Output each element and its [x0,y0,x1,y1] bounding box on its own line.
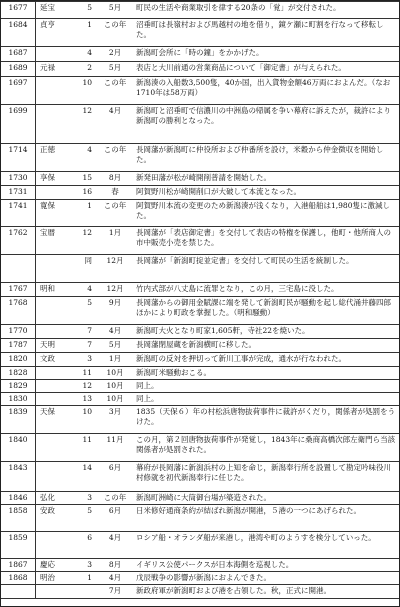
era-year-cell: 11 [78,367,98,380]
month-cell: この年 [98,144,132,172]
table-row [1,367,399,380]
era-cell [36,186,79,200]
year-cell: 1829 [1,380,36,393]
era-year-cell: 6 [78,532,98,559]
event-cell: ロシア船・オランダ船が来港し，港湾や町のようすを検分していった。 [132,532,399,559]
era-year-cell: 2 [78,62,98,77]
year-cell: 1846 [1,492,36,505]
era-year-cell: 5 [78,297,98,325]
table-row [1,19,399,47]
era-year-cell: 11 [78,434,98,462]
table-row [1,325,399,339]
era-cell: 安政 [36,505,79,532]
year-cell: 1767 [1,283,36,297]
event-cell: 同上。 [132,380,399,393]
month-cell: 4月 [98,105,132,144]
era-year-cell: 13 [78,393,98,406]
month-cell: 5月 [98,62,132,77]
era-year-cell: 7 [78,339,98,353]
month-cell: 7月 [98,585,132,599]
table-row [1,62,399,77]
era-cell [36,297,79,325]
year-cell: 1820 [1,353,36,367]
table-row [1,406,399,434]
era-year-cell: 16 [78,186,98,200]
month-cell: 春 [98,186,132,200]
event-cell: 沼垂町は長嶺村および馬越村の地を借り，鏡ケ瀬に町割を行なって移転した。 [132,19,399,47]
year-cell: 1768 [1,297,36,325]
month-cell: この年 [98,19,132,47]
table-row [1,283,399,297]
year-cell: 1697 [1,77,36,105]
month-cell: 4月 [98,572,132,585]
month-cell: 5月 [98,339,132,353]
event-cell: 長岡藩が「新潟町掟並定書」を交付して町民の生活を統制した。 [132,255,399,283]
year-cell: 1830 [1,393,36,406]
event-cell: 新政府軍が新潟町および港を占領した。秋，正式に開港。 [132,585,399,599]
year-cell: 1843 [1,462,36,492]
year-cell: 1828 [1,367,36,380]
era-cell [36,434,79,462]
event-cell: 同上。 [132,393,399,406]
era-cell: 天保 [36,406,79,434]
table-row [1,77,399,105]
table-row [1,200,399,227]
month-cell: 4月 [98,325,132,339]
era-year-cell: 4 [78,47,98,62]
era-year-cell: 4 [78,144,98,172]
month-cell: 1月 [98,353,132,367]
table-row [1,255,399,283]
era-year-cell: 15 [78,172,98,186]
event-cell: 竹内式部が八丈島に流罪となり，この月，三宅島に没した。 [132,283,399,297]
event-cell: 1835（天保６）年の村松浜唐物抜荷事件に裁許がくだり，関係者が処罰をうけた。 [132,406,399,434]
year-cell: 1699 [1,105,36,144]
era-cell [36,367,79,380]
month-cell: 12月 [98,255,132,283]
era-cell: 元禄 [36,62,79,77]
era-year-cell: 1 [78,200,98,227]
era-cell [36,105,79,144]
era-year-cell: 3 [78,559,98,572]
event-cell: 新潟町と沼垂町で信濃川の中洲島の帰属を争い幕府に訴えたが，裁許により新潟町の勝利となった。 [132,105,399,144]
era-cell [36,532,79,559]
table-row [1,572,399,585]
era-year-cell: 12 [78,227,98,255]
era-year-cell: 14 [78,462,98,492]
table-row [1,2,399,19]
era-year-cell: 1 [78,19,98,47]
year-cell: 1858 [1,505,36,532]
year-cell: 1714 [1,144,36,172]
month-cell: 2月 [98,47,132,62]
year-cell: 1839 [1,406,36,434]
month-cell: 1月 [98,227,132,255]
year-cell: 1787 [1,339,36,353]
month-cell: 10月 [98,393,132,406]
era-cell: 明治 [36,572,79,585]
month-cell: 12月 [98,283,132,297]
year-cell: 1730 [1,172,36,186]
era-cell [36,77,79,105]
era-cell: 弘化 [36,492,79,505]
event-cell: 阿賀野川本流の変更のため新潟湊が浅くなり，入港船舶は1,980隻に激減した。 [132,200,399,227]
table-row [1,227,399,255]
table-row [1,172,399,186]
table-row [1,505,399,532]
event-cell: 長岡藩閉屋蔵を新潟横町に移した。 [132,339,399,353]
era-year-cell: 3 [78,492,98,505]
month-cell: 5月 [98,2,132,19]
year-cell: 1731 [1,186,36,200]
month-cell: この年 [98,492,132,505]
table-row [1,559,399,572]
era-cell: 正徳 [36,144,79,172]
month-cell: 8月 [98,172,132,186]
year-cell: 1741 [1,200,36,227]
era-year-cell: 同 [78,255,98,283]
event-cell: 町民の生活や商業取引を律する20条の「覚」が交付された。 [132,2,399,19]
table-row [1,393,399,406]
era-cell [36,393,79,406]
year-cell: 1684 [1,19,36,47]
table-row [1,462,399,492]
era-year-cell: 12 [78,380,98,393]
event-cell: 表店と大川前通の営業商品について「御定書」が与えられた。 [132,62,399,77]
year-cell: 1859 [1,532,36,559]
year-cell: 1770 [1,325,36,339]
year-cell [1,585,36,599]
month-cell: 3月 [98,406,132,434]
event-cell: 新潟湊の入船数3,500隻，40か国，出入貨物金額46万両におよんだ。（なお1710年は58万両） [132,77,399,105]
era-cell [36,462,79,492]
month-cell: 10月 [98,380,132,393]
era-year-cell: 5 [78,2,98,19]
month-cell: 4月 [98,532,132,559]
era-cell: 宝暦 [36,227,79,255]
event-cell: 幕府が長岡藩に新潟浜村の上知を命じ，新潟奉行所を設置して勘定吟味役川村修就を初代新潟奉行に任じた。 [132,462,399,492]
year-cell [1,255,36,283]
event-cell: 新発田藩が松が崎開削普請を開始した。 [132,172,399,186]
table-row [1,105,399,144]
month-cell: 9月 [98,297,132,325]
year-cell: 1677 [1,2,36,19]
table-row [1,434,399,462]
event-cell: 戊辰戦争の影響が新潟におよんできた。 [132,572,399,585]
month-cell: 6月 [98,462,132,492]
event-cell: 日米修好通商条約が結ばれ新潟が開港，５港の一つにあげられた。 [132,505,399,532]
month-cell: 10月 [98,367,132,380]
event-cell: 阿賀野川松が崎開削口が大破して本流となった。 [132,186,399,200]
era-year-cell: 5 [78,505,98,532]
month-cell: 11月 [98,434,132,462]
era-year-cell: 7 [78,325,98,339]
table-row [1,380,399,393]
era-year-cell: 1 [78,572,98,585]
year-cell: 1840 [1,434,36,462]
era-cell: 明和 [36,283,79,297]
event-cell: 新潟町の反対を押切って新川工事が完成，通水が行なわれた。 [132,353,399,367]
table-row [1,353,399,367]
event-cell: 長岡藩が「表店御定書」を交付して表店の特権を保護し，他町・他所商人の市中販売小売を禁じた。 [132,227,399,255]
era-cell: 文政 [36,353,79,367]
month-cell: 6月 [98,505,132,532]
month-cell: この年 [98,200,132,227]
table-row [1,532,399,559]
era-cell: 延宝 [36,2,79,19]
event-cell: この月，第２回唐物抜荷事件が発覚し，1843年に桑商高橋次郎左衛門ら当該関係者が処罰された。 [132,434,399,462]
era-cell: 貞亨 [36,19,79,47]
era-cell [36,585,79,599]
month-cell: 8月 [98,559,132,572]
event-cell: 長岡藩からの御用金賦課に端を発して新潟町民が騒動を起し総代涌井藤四郎ほかにより町政を掌握した。（明和騒動） [132,297,399,325]
era-year-cell [78,585,98,599]
era-cell: 寛保 [36,200,79,227]
event-cell: 新潟町大火となり町家1,605軒，寺社22を焼いた。 [132,325,399,339]
era-cell [36,380,79,393]
era-cell: 享保 [36,172,79,186]
era-cell [36,47,79,62]
era-cell [36,255,79,283]
era-cell: 天明 [36,339,79,353]
table-row [1,492,399,505]
table-row [1,297,399,325]
event-cell: イギリス公使パークスが日本海側を巡視した。 [132,559,399,572]
year-cell: 1867 [1,559,36,572]
event-cell: 長岡藩が新潟町に仲役所および仲番所を設け，米穀から仲金徴収を開始した。 [132,144,399,172]
table-row [1,144,399,172]
chronology-table [1,1,399,599]
year-cell: 1687 [1,47,36,62]
table-row [1,47,399,62]
year-cell: 1689 [1,62,36,77]
month-cell: この年 [98,77,132,105]
event-cell: 新潟町会所に「時の鐘」をかかげた。 [132,47,399,62]
event-cell: 新潟町洲崎に大筒御台場が築造された。 [132,492,399,505]
table-row [1,585,399,599]
era-year-cell: 12 [78,105,98,144]
event-cell: 新潟町米騒動おこる。 [132,367,399,380]
era-cell: 慶応 [36,559,79,572]
era-year-cell: 3 [78,353,98,367]
table-row [1,339,399,353]
era-year-cell: 10 [78,77,98,105]
table-row [1,186,399,200]
era-cell [36,325,79,339]
era-year-cell: 4 [78,283,98,297]
era-year-cell: 10 [78,406,98,434]
year-cell: 1868 [1,572,36,585]
year-cell: 1762 [1,227,36,255]
